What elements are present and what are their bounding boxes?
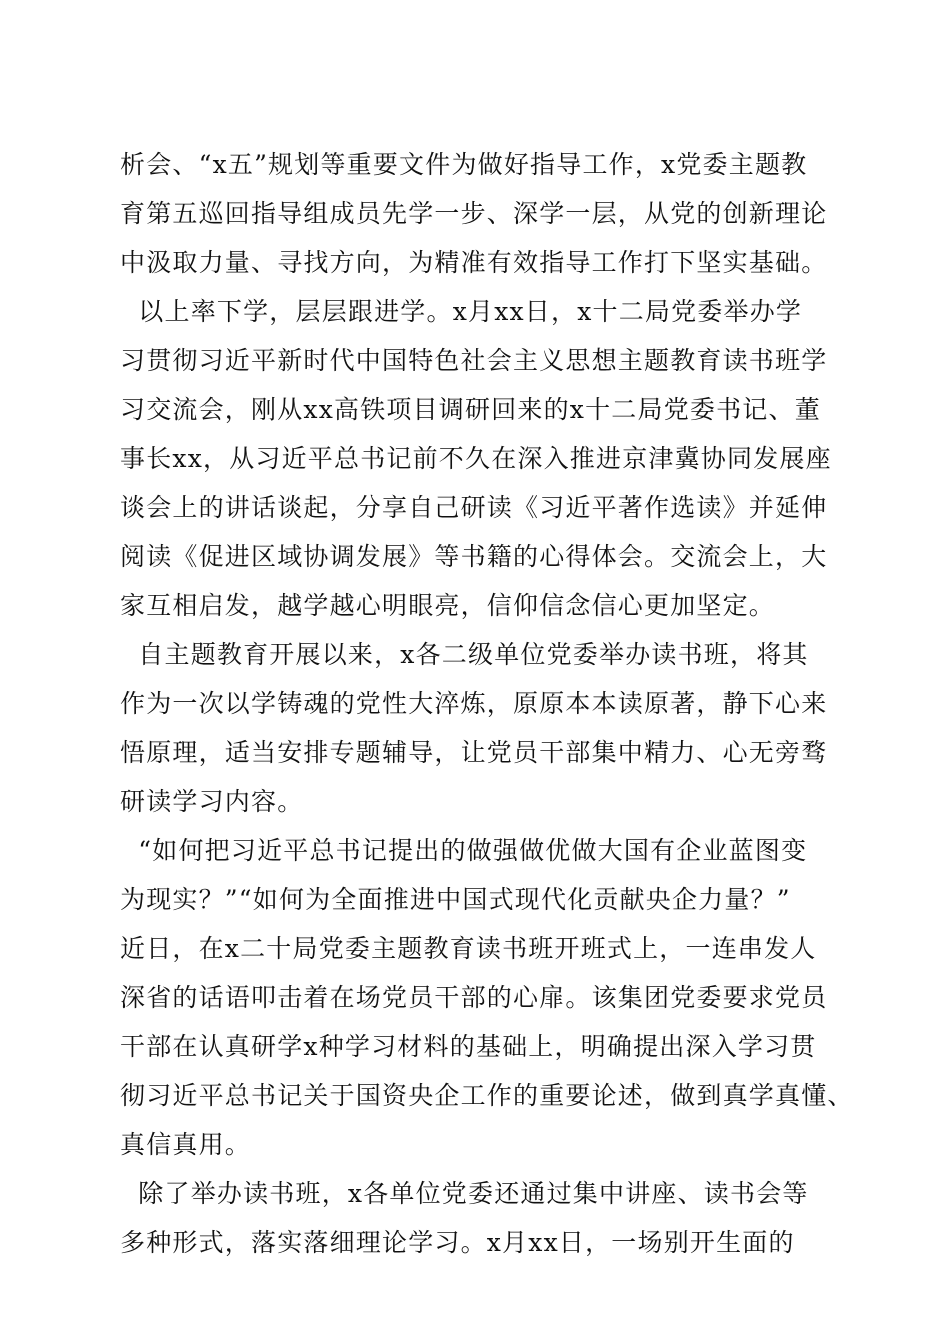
document-body [120, 140, 854, 1267]
text-line: 习贯彻习近平新时代中国特色社会主义思想主题教育读书班学 [120, 346, 828, 375]
text-line: 研读学习内容。 [120, 787, 304, 816]
paragraph [120, 826, 854, 1169]
text-line: 阅读《促进区域协调发展》等书籍的心得体会。交流会上，大 [120, 542, 828, 571]
text-line: 为现实？”“如何为全面推进中国式现代化贡献央企力量？” [120, 885, 791, 914]
text-line: 作为一次以学铸魂的党性大淬炼，原原本本读原著，静下心来 [120, 689, 828, 718]
paragraph [120, 630, 840, 826]
text-line: 真信真用。 [120, 1130, 252, 1159]
text-line: 深省的话语叩击着在场党员干部的心扉。该集团党委要求党员 [120, 983, 828, 1012]
text-line: 家互相启发，越学越心明眼亮，信仰信念信心更加坚定。 [120, 591, 776, 620]
text-line: 中汲取力量、寻找方向，为精准有效指导工作打下坚实基础。 [120, 248, 828, 277]
text-line: 析会、“x五”规划等重要文件为做好指导工作，x党委主题教 [120, 150, 808, 179]
text-line: 近日，在x二十局党委主题教育读书班开班式上，一连串发人 [120, 934, 817, 963]
text-line: 谈会上的讲话谈起，分享自己研读《习近平著作选读》并延伸 [120, 493, 828, 522]
text-line: 习交流会，刚从xx高铁项目调研回来的x十二局党委书记、董 [120, 395, 821, 424]
text-line: “如何把习近平总书记提出的做强做优做大国有企业蓝图变 [120, 836, 808, 865]
paragraph [120, 140, 840, 287]
text-line: 彻习近平总书记关于国资央企工作的重要论述，做到真学真懂、 [120, 1081, 854, 1110]
text-line: 以上率下学，层层跟进学。x月xx日，x十二局党委举办学 [120, 297, 803, 326]
text-line: 干部在认真研学x种学习材料的基础上，明确提出深入学习贯 [120, 1032, 817, 1061]
text-line: 育第五巡回指导组成员先学一步、深学一层，从党的创新理论 [120, 199, 828, 228]
paragraph [120, 287, 840, 630]
text-line: 多种形式，落实落细理论学习。x月xx日，一场别开生面的 [120, 1228, 795, 1257]
text-line: 除了举办读书班，x各单位党委还通过集中讲座、读书会等 [120, 1179, 809, 1208]
paragraph [120, 1169, 840, 1267]
text-line: 自主题教育开展以来，x各二级单位党委举办读书班，将其 [120, 640, 809, 669]
text-line: 事长xx，从习近平总书记前不久在深入推进京津冀协同发展座 [120, 444, 832, 473]
text-line: 悟原理，适当安排专题辅导，让党员干部集中精力、心无旁骛 [120, 738, 828, 767]
